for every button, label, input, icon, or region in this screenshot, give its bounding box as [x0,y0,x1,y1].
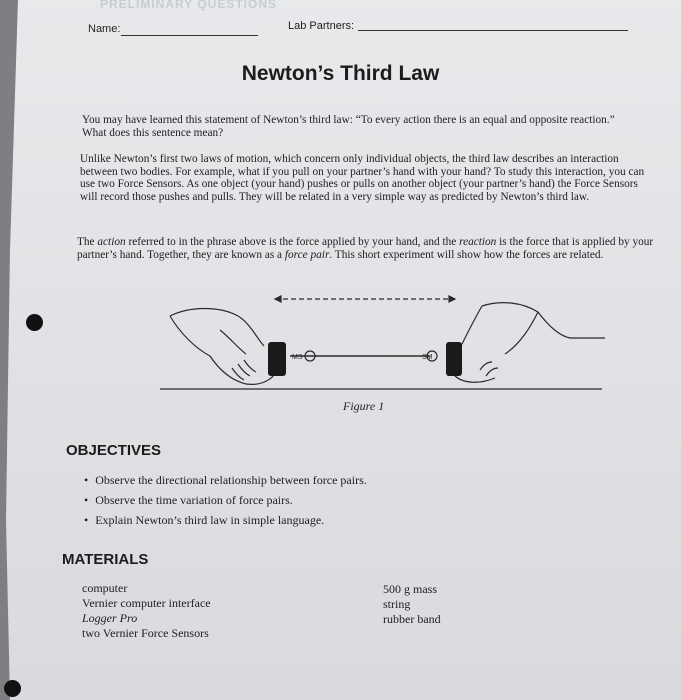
figure-1-illustration [150,288,610,398]
material-item: Logger Pro [82,611,138,625]
binder-hole [26,314,43,331]
right-force-sensor [446,342,462,376]
objectives-heading: OBJECTIVES [66,442,162,459]
name-field-line[interactable] [121,35,258,36]
binder-hole-bottom [4,680,21,697]
left-force-sensor [268,342,286,376]
figure-caption: Figure 1 [343,399,385,413]
right-sensor-label: SM [422,354,433,361]
action-term: action [97,236,126,248]
name-label: Name: [88,23,121,35]
materials-list-right [383,582,441,627]
left-hand-fingers [232,360,256,380]
left-sensor-label: MS [292,354,303,361]
material-item: two Vernier Force Sensors [82,626,209,640]
material-item: rubber band [383,612,441,626]
intro-paragraph-2: Unlike Newton’s first two laws of motion, which concern only individual objects, the third law describes an interaction between two bodies. For example, what if you pull on your partner’s hand with your hand? To study this interaction, you can use two Force Sensors. As one object (your hand) pushes or pulls on another object (your partner’s hand) the Force Sensors will record those pushes and pulls. They will be related in a very simple way as predicted by Newton’s third law. [80,153,645,203]
objective-item: • Observe the directional relationship between force pairs. [84,470,367,490]
material-item: string [383,597,411,611]
lab-partners-field-line[interactable] [358,30,628,31]
right-hand-fingers [480,362,498,376]
arrow-head-left [275,296,281,302]
materials-list-left [82,581,211,641]
materials-heading: MATERIALS [62,551,149,568]
objectives-list [84,470,367,530]
intro-paragraph-3: The action referred to in the phrase above is the force applied by your hand, and the reaction is the force that is applied by your partner’s hand. Together, they are known as a force pair. This short experiment will show how the forces are related. [77,236,654,261]
objective-item: • Observe the time variation of force pairs. [84,490,367,510]
page-title: Newton’s Third Law [241,62,440,85]
reaction-term: reaction [459,236,497,248]
right-hand-outline [452,303,538,383]
arrow-head-right [449,296,455,302]
lab-partners-label: Lab Partners: [288,20,355,32]
bleed-through-heading: PRELIMINARY QUESTIONS [100,0,278,11]
right-arm-line [538,312,605,338]
objective-item: • Explain Newton’s third law in simple language. [84,510,367,530]
force-pair-term: force pair [284,248,330,261]
material-item: 500 g mass [383,582,437,596]
intro-paragraph-1: You may have learned this statement of Newton’s third law: “To every action there is an equal and opposite reaction.” What does this sentence mean? [82,114,615,139]
material-item: computer [82,581,128,595]
material-item: Vernier computer interface [82,596,211,610]
left-hand-outline [170,309,276,385]
